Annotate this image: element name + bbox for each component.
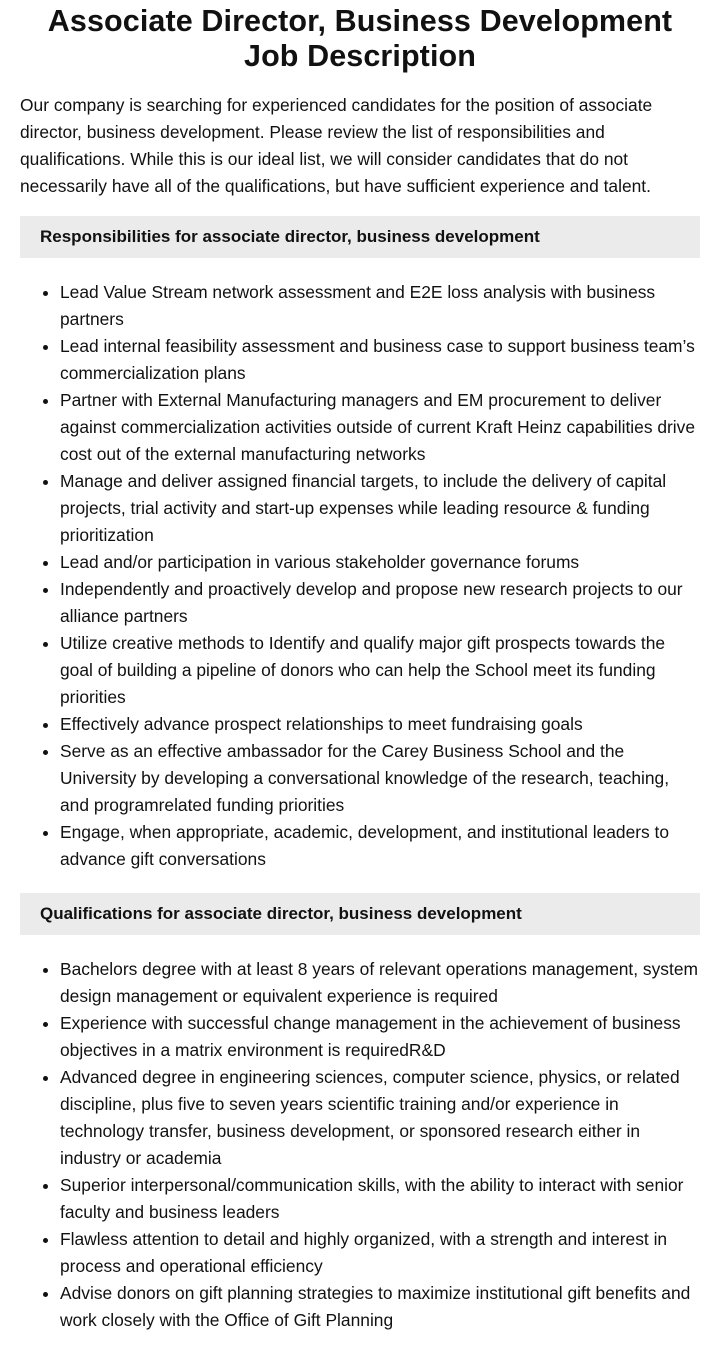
list-item: Partner with External Manufacturing managers and EM procurement to deliver against commercialization activities outside of current Kraft Heinz capabilities drive cost out of the external manufacturing networks xyxy=(60,387,700,468)
qualifications-heading: Qualifications for associate director, business development xyxy=(20,893,700,935)
list-item: Effectively advance prospect relationships to meet fundraising goals xyxy=(60,711,700,738)
list-item: Advanced degree in engineering sciences, computer science, physics, or related discipline, plus five to seven years scientific training and/or experience in technology transfer, business development, or sponsored research either in industry or academia xyxy=(60,1064,700,1172)
list-item: Serve as an effective ambassador for the Carey Business School and the University by developing a conversational knowledge of the research, teaching, and programrelated funding priorities xyxy=(60,738,700,819)
list-item: Engage, when appropriate, academic, development, and institutional leaders to advance gift conversations xyxy=(60,819,700,873)
list-item: Bachelors degree with at least 8 years of relevant operations management, system design management or equivalent experience is required xyxy=(60,956,700,1010)
list-item: Lead internal feasibility assessment and business case to support business team’s commercialization plans xyxy=(60,333,700,387)
qualifications-list xyxy=(20,956,700,1334)
list-item: Advise donors on gift planning strategies to maximize institutional gift benefits and work closely with the Office of Gift Planning xyxy=(60,1280,700,1334)
page-title: Associate Director, Business Development Job Description xyxy=(47,4,673,73)
responsibilities-heading: Responsibilities for associate director, business development xyxy=(20,216,700,258)
list-item: Utilize creative methods to Identify and qualify major gift prospects towards the goal of building a pipeline of donors who can help the School meet its funding priorities xyxy=(60,630,700,711)
responsibilities-list xyxy=(20,279,700,873)
list-item: Flawless attention to detail and highly organized, with a strength and interest in process and operational efficiency xyxy=(60,1226,700,1280)
list-item: Independently and proactively develop and propose new research projects to our alliance partners xyxy=(60,576,700,630)
list-item: Lead Value Stream network assessment and E2E loss analysis with business partners xyxy=(60,279,700,333)
list-item: Experience with successful change management in the achievement of business objectives in a matrix environment is requiredR&D xyxy=(60,1010,700,1064)
intro-paragraph: Our company is searching for experienced candidates for the position of associate director, business development. Please review the list of responsibilities and qualifications. While this is our ideal list, we will consider candidates that do not necessarily have all of the qualifications, but have sufficient experience and talent. xyxy=(20,95,653,196)
list-item: Manage and deliver assigned financial targets, to include the delivery of capital projects, trial activity and start-up expenses while leading resource & funding prioritization xyxy=(60,468,700,549)
list-item: Superior interpersonal/communication skills, with the ability to interact with senior faculty and business leaders xyxy=(60,1172,700,1226)
list-item: Lead and/or participation in various stakeholder governance forums xyxy=(60,549,700,576)
